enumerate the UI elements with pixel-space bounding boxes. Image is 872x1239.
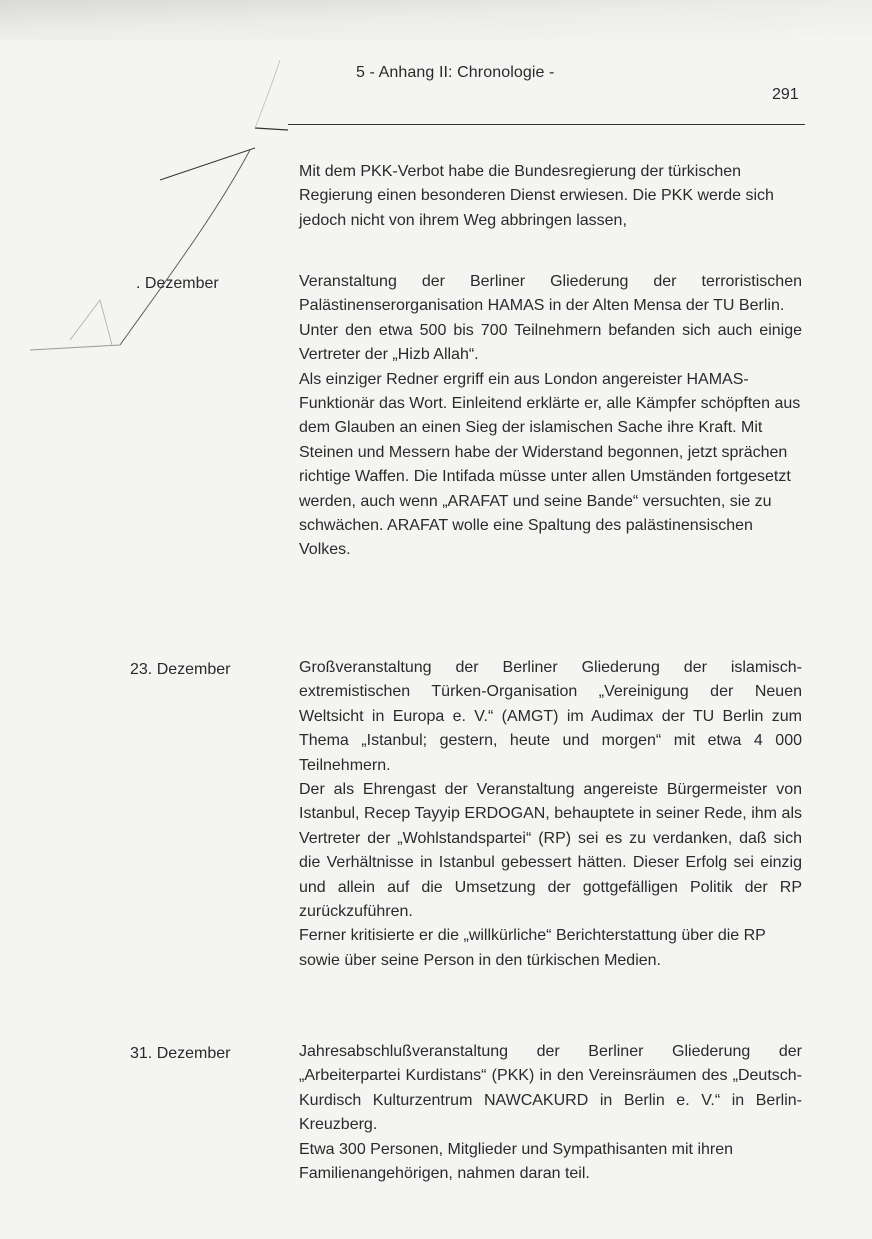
header-rule [288,124,805,125]
entry-date: 31. Dezember [130,1045,231,1062]
entry-amgt-event [299,656,802,973]
entry-continuation [299,160,802,233]
entry-date: 23. Dezember [130,661,231,678]
running-head: 5 - Anhang II: Chronologie - [356,64,555,81]
entry-pkk-event [299,1040,802,1186]
entry-paragraph: Jahresabschlußveranstaltung der Berliner Gliederung der „Arbeiterpartei Kurdistans“ (PKK) in den Vereinsräumen des „Deutsch-Kurdisch Kulturzentrum NAWCAKURD in Berlin e. V.“ in Berlin-Kreuzberg. [299,1043,802,1134]
entry-paragraph: Mit dem PKK-Verbot habe die Bundesregierung der türkischen Regierung einen besonderen Dienst erwiesen. Die PKK werde sich jedoch nicht von ihrem Weg abbringen lassen, [299,163,774,229]
entry-paragraph: Unter den etwa 500 bis 700 Teilnehmern befanden sich auch einige Vertreter der „Hizb Allah“. [299,321,802,364]
entry-paragraph: Etwa 300 Personen, Mitglieder und Sympathisanten mit ihren Familienangehörigen, nahmen daran teil. [299,1140,734,1183]
entry-paragraph: Als einziger Redner ergriff ein aus London angereister HAMAS-Funktionär das Wort. Einleitend erklärte er, alle Kämpfer schöpften aus dem Glauben an einen Sieg der islamischen Sache ihre Kraft. Mit Steinen und Messern habe der Widerstand begonnen, jetzt sprächen richtige Waffen. Die Intifada müsse unter allen Umständen fortgesetzt werden, auch wenn „ARAFAT und seine Bande“ versuchten, sie zu schwächen. ARAFAT wolle eine Spaltung des palästinensischen Volkes. [299,370,801,559]
paper-fold-crease [0,0,300,360]
entry-paragraph: Großveranstaltung der Berliner Gliederung der islamisch-extremistischen Türken-Organisation „Vereinigung der Neuen Weltsicht in Europa e. V.“ (AMGT) im Audimax der TU Berlin zum Thema „Istanbul; gestern, heute und morgen“ mit etwa 4 000 Teilnehmern. [299,659,802,774]
page-number: 291 [772,86,799,103]
entry-paragraph: Veranstaltung der Berliner Gliederung der terroristischen Palästinenserorganisation HAMAS in der Alten Mensa der TU Berlin. [299,273,802,315]
entry-hamas-event [299,270,802,563]
entry-paragraph: Der als Ehrengast der Veranstaltung angereiste Bürgermeister von Istanbul, Recep Tayyip ERDOGAN, behauptete in seiner Rede, ihm als Vertreter der „Wohlstandspartei“ (RP) sei es zu verdanken, daß sich die Verhältnisse in Istanbul gebessert hätten. Dieser Erfolg sei einzig und allein auf die Umsetzung der gottgefälligen Politik der RP zurückzuführen. [299,781,802,921]
entry-paragraph: Ferner kritisierte er die „willkürliche“ Berichterstattung über die RP sowie über seine Person in den türkischen Medien. [299,927,766,969]
entry-date: . Dezember [136,275,219,292]
